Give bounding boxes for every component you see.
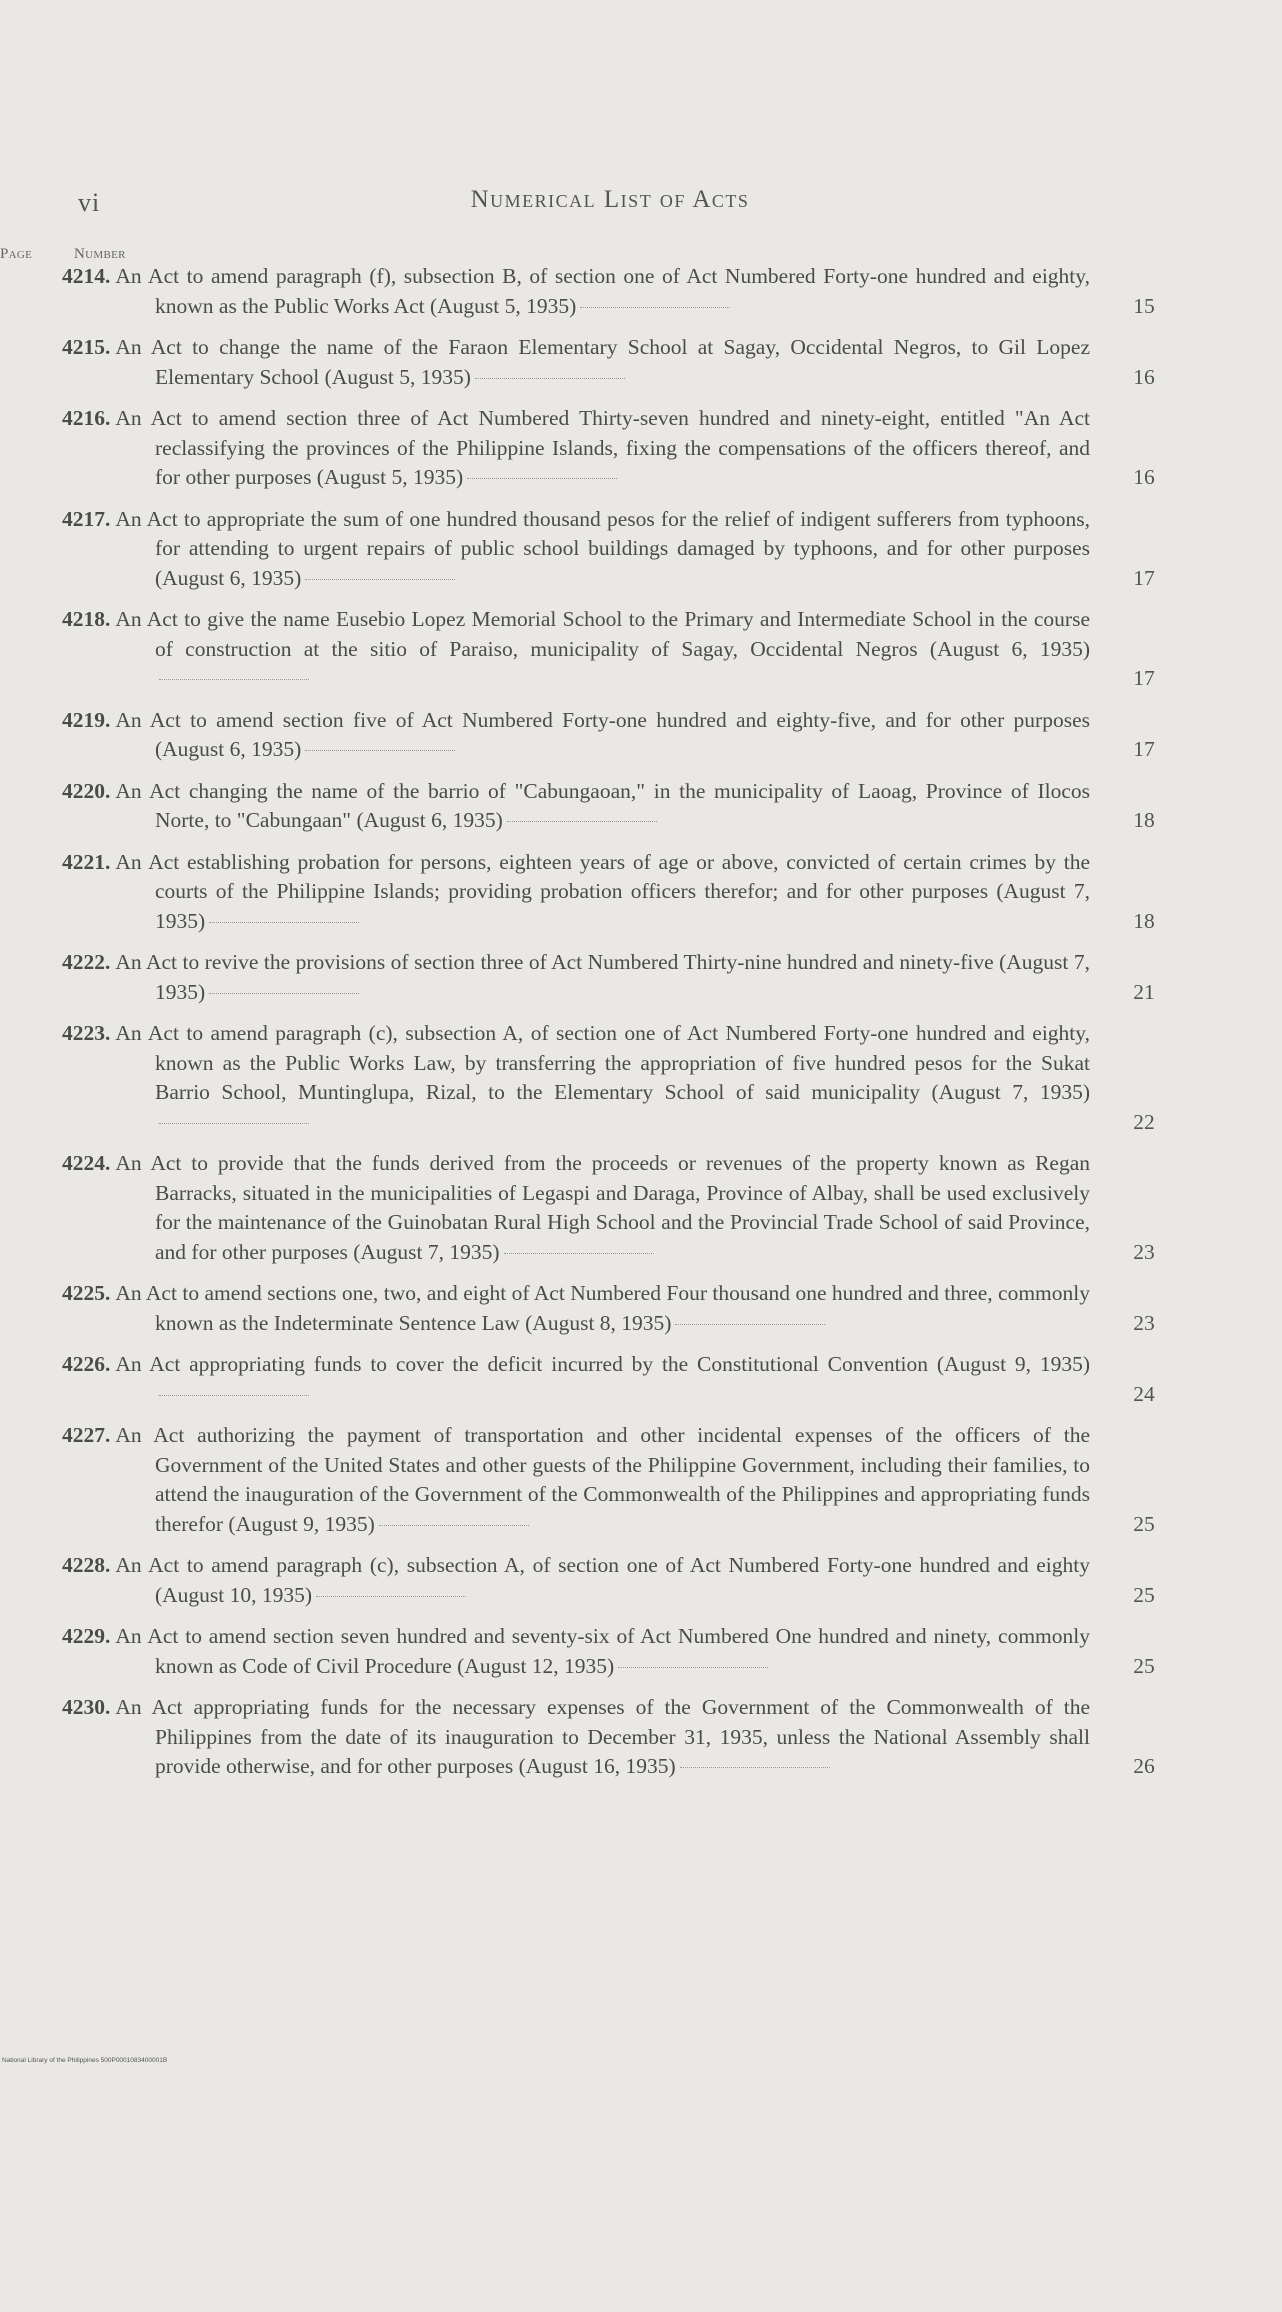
list-item	[62, 1693, 1174, 1782]
page-folio: vi	[78, 188, 101, 217]
scan-footer-note: National Library of the Philippines 500P0001083400001B	[2, 2057, 168, 2064]
page-reference: 25	[1133, 1511, 1155, 1536]
dot-leader	[507, 821, 657, 822]
dot-leader	[159, 1395, 309, 1396]
column-heading-page: Page	[0, 246, 33, 262]
act-title: An Act to amend paragraph (c), subsection A, of section one of Act Numbered Forty-one hundred and eighty, known as the Public Works Law, by transferring the appropriation of five hundred pesos for the Sukat Barrio School, Muntinglupa, Rizal, to the Elementary School of said municipality (August 7, 1935)	[115, 1021, 1090, 1104]
page-reference: 17	[1133, 565, 1155, 590]
act-number: 4226.	[62, 1352, 111, 1376]
act-title: An Act appropriating funds for the necessary expenses of the Government of the Commonwealth of the Philippines from the date of its inauguration to December 31, 1935, unless the National Assembly shall provide otherwise, and for other purposes (August 16, 1935)	[115, 1695, 1090, 1778]
act-number: 4215.	[62, 335, 111, 359]
dot-leader	[675, 1324, 825, 1325]
acts-list	[62, 262, 1174, 1794]
page-reference: 22	[1133, 1109, 1155, 1134]
entry-body	[62, 1149, 1090, 1267]
act-number: 4229.	[62, 1624, 111, 1648]
entry-body	[62, 505, 1090, 594]
act-title: An Act to revive the provisions of section three of Act Numbered Thirty-nine hundred and ninety-five (August 7, 1935)	[115, 950, 1090, 1004]
act-title: An Act to amend section seven hundred and seventy-six of Act Numbered One hundred and ninety, commonly known as Code of Civil Procedure (August 12, 1935)	[115, 1624, 1090, 1678]
dot-leader	[159, 679, 309, 680]
page-reference: 25	[1133, 1582, 1155, 1607]
list-item	[62, 1149, 1174, 1267]
list-item	[62, 1421, 1174, 1539]
list-item	[62, 1019, 1174, 1137]
act-title: An Act to amend paragraph (f), subsection B, of section one of Act Numbered Forty-one hundred and eighty, known as the Public Works Act (August 5, 1935)	[115, 264, 1090, 318]
list-item	[62, 333, 1174, 392]
entry-body	[62, 777, 1090, 836]
act-number: 4223.	[62, 1021, 111, 1045]
page-reference: 21	[1133, 979, 1155, 1004]
act-number: 4220.	[62, 778, 111, 803]
entry-body	[62, 1421, 1090, 1539]
dot-leader	[475, 378, 625, 379]
entry-body	[62, 1622, 1090, 1681]
entry-body	[62, 1551, 1090, 1610]
page-reference: 17	[1133, 666, 1155, 690]
act-title: An Act to amend section three of Act Numbered Thirty-seven hundred and ninety-eight, entitled "An Act reclassifying the provinces of the Philippine Islands, fixing the compensations of the officers thereof, and for other purposes (August 5, 1935)	[115, 406, 1090, 489]
dot-leader	[618, 1667, 768, 1668]
list-item	[62, 706, 1174, 765]
entry-body	[62, 848, 1090, 937]
running-title: Numerical List of Acts	[470, 186, 750, 213]
act-title: An Act to appropriate the sum of one hundred thousand pesos for the relief of indigent sufferers from typhoons, for attending to urgent repairs of public school buildings damaged by typhoons, and for other purposes (August 6, 1935)	[115, 506, 1090, 590]
page-reference: 23	[1133, 1239, 1155, 1264]
page-reference: 24	[1133, 1381, 1155, 1406]
list-item	[62, 777, 1174, 836]
dot-leader	[504, 1253, 654, 1254]
list-item	[62, 605, 1174, 694]
page-reference: 17	[1133, 737, 1155, 761]
dot-leader	[305, 579, 455, 580]
dot-leader	[680, 1767, 830, 1768]
dot-leader	[305, 750, 455, 751]
act-number: 4221.	[62, 849, 111, 874]
act-number: 4217.	[62, 506, 111, 531]
page-reference: 25	[1133, 1653, 1155, 1678]
list-item	[62, 505, 1174, 594]
act-title: An Act to change the name of the Faraon Elementary School at Sagay, Occidental Negros, to Gil Lopez Elementary School (August 5, 1935)	[115, 335, 1090, 389]
dot-leader	[159, 1123, 309, 1124]
dot-leader	[580, 307, 730, 308]
list-item	[62, 848, 1174, 937]
entry-body	[62, 948, 1090, 1007]
column-heading-number: Number	[74, 246, 126, 262]
entry-body	[62, 333, 1090, 392]
act-number: 4225.	[62, 1281, 111, 1305]
list-item	[62, 262, 1174, 321]
act-number: 4228.	[62, 1553, 111, 1577]
act-title: An Act to amend section five of Act Numbered Forty-one hundred and eighty-five, and for other purposes (August 6, 1935)	[115, 707, 1090, 761]
dot-leader	[209, 922, 359, 923]
act-title: An Act changing the name of the barrio of "Cabungaoan," in the municipality of Laoag, Province of Ilocos Norte, to "Cabungaan" (August 6, 1935)	[115, 778, 1090, 832]
list-item	[62, 1279, 1174, 1338]
list-item	[62, 1350, 1174, 1409]
act-number: 4218.	[62, 607, 111, 631]
act-number: 4216.	[62, 406, 111, 430]
act-title: An Act establishing probation for persons, eighteen years of age or above, convicted of certain crimes by the courts of the Philippine Islands; providing probation officers therefor; and for other purposes (August 7, 1935)	[115, 849, 1090, 933]
act-number: 4224.	[62, 1151, 111, 1175]
act-title: An Act appropriating funds to cover the deficit incurred by the Constitutional Convention (August 9, 1935)	[115, 1352, 1090, 1376]
entry-body	[62, 706, 1090, 765]
page-reference: 15	[1133, 293, 1155, 318]
list-item	[62, 948, 1174, 1007]
page-reference: 16	[1133, 465, 1155, 489]
list-item	[62, 1622, 1174, 1681]
dot-leader	[467, 478, 617, 479]
act-title: An Act to amend sections one, two, and eight of Act Numbered Four thousand one hundred and three, commonly known as the Indeterminate Sentence Law (August 8, 1935)	[115, 1281, 1090, 1335]
page-reference: 26	[1133, 1754, 1155, 1778]
page-reference: 23	[1133, 1310, 1155, 1335]
page-reference: 18	[1133, 808, 1155, 832]
page-reference: 16	[1133, 364, 1155, 389]
entry-body	[62, 1019, 1090, 1137]
act-number: 4219.	[62, 707, 111, 732]
list-item	[62, 404, 1174, 493]
act-title: An Act to amend paragraph (c), subsection A, of section one of Act Numbered Forty-one hundred and eighty (August 10, 1935)	[115, 1553, 1090, 1607]
act-number: 4227.	[62, 1423, 111, 1447]
dot-leader	[379, 1525, 529, 1526]
act-number: 4214.	[62, 264, 111, 288]
act-number: 4230.	[62, 1695, 111, 1719]
dot-leader	[316, 1596, 466, 1597]
list-item	[62, 1551, 1174, 1610]
entry-body	[62, 404, 1090, 493]
entry-body	[62, 605, 1090, 694]
act-title: An Act authorizing the payment of transportation and other incidental expenses of the officers of the Government of the United States and other guests of the Philippine Government, including their families, to attend the inauguration of the Government of the Commonwealth of the Philippines and appropriating funds therefor (August 9, 1935)	[115, 1423, 1090, 1536]
entry-body	[62, 1350, 1090, 1409]
act-number: 4222.	[62, 950, 111, 974]
entry-body	[62, 1693, 1090, 1782]
act-title: An Act to give the name Eusebio Lopez Memorial School to the Primary and Intermediate School in the course of construction at the sitio of Paraiso, municipality of Sagay, Occidental Negros (August 6, 1935)	[115, 607, 1090, 661]
dot-leader	[209, 993, 359, 994]
entry-body	[62, 262, 1090, 321]
act-title: An Act to provide that the funds derived from the proceeds or revenues of the property known as Regan Barracks, situated in the municipalities of Legaspi and Daraga, Province of Albay, shall be used exclusively for the maintenance of the Guinobatan Rural High School and the Provincial Trade School of said Province, and for other purposes (August 7, 1935)	[115, 1151, 1090, 1264]
page-reference: 18	[1133, 908, 1155, 933]
entry-body	[62, 1279, 1090, 1338]
